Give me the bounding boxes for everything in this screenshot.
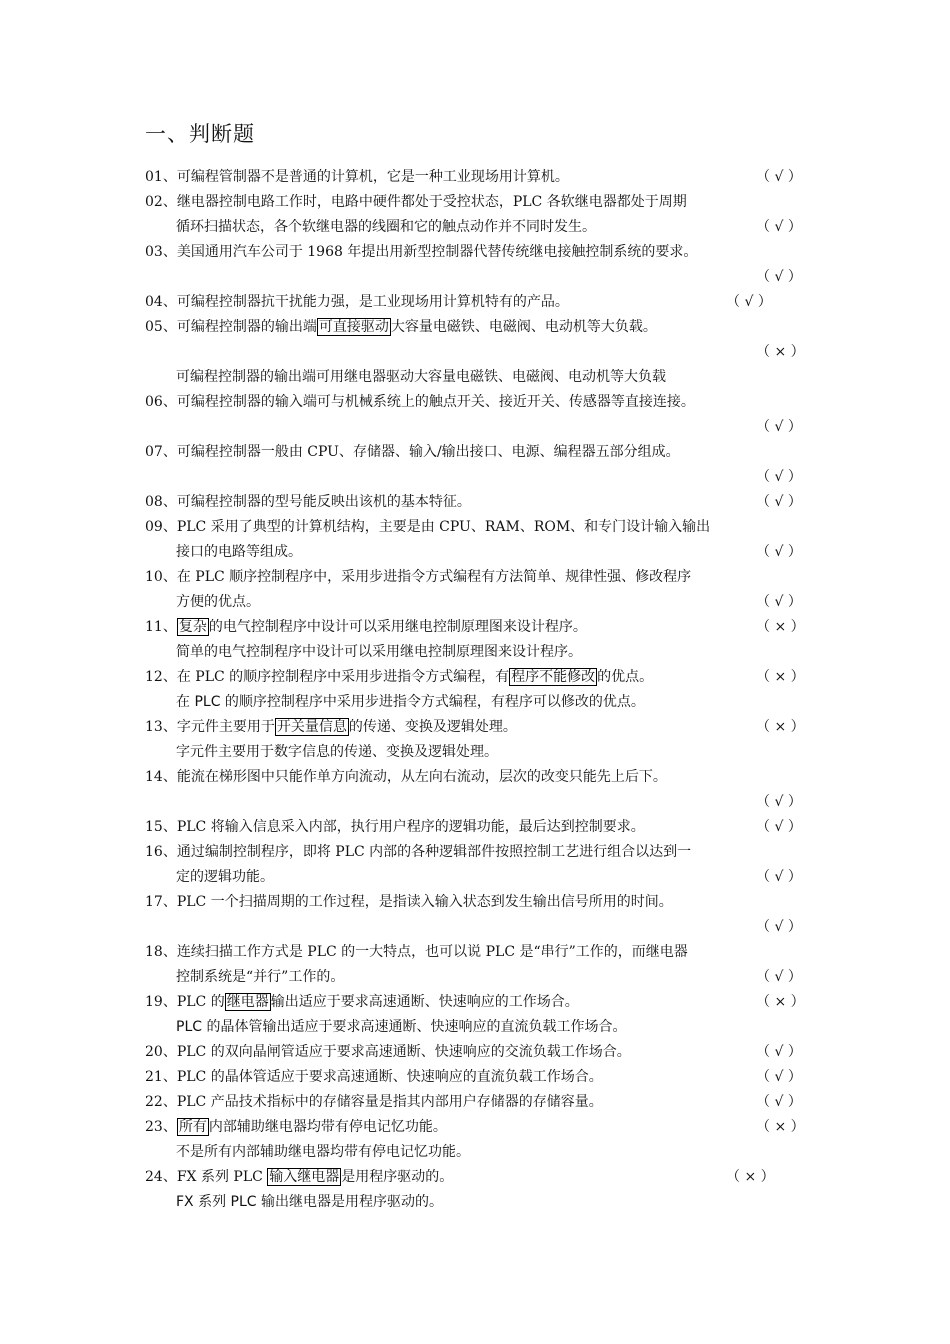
question-text: PLC 采用了典型的计算机结构，主要是由 CPU、RAM、ROM、和专门设计输入输出 — [176, 519, 711, 535]
question-text: 可编程管制器不是普通的计算机，它是一种工业现场用计算机。 — [176, 169, 569, 185]
question-2-line-1 — [145, 190, 687, 215]
question-14-line-1 — [145, 765, 667, 790]
question-number: 01、 — [145, 169, 177, 185]
question-number: 23、 — [145, 1119, 177, 1135]
correction-text: 简单的电气控制程序中设计可以采用继电控制原理图来设计程序。 — [176, 644, 582, 660]
question-text: FX 系列 PLC — [176, 1169, 268, 1185]
answer-mark: （ × ） — [756, 994, 805, 1010]
highlighted-error-phrase: 输入继电器 — [269, 1169, 340, 1185]
answer-mark: （ × ） — [756, 1119, 805, 1135]
highlighted-error-phrase: 所有 — [178, 1119, 207, 1135]
question-text: PLC 将输入信息采入内部，执行用户程序的逻辑功能，最后达到控制要求。 — [176, 819, 645, 835]
question-text: PLC 的 — [176, 994, 225, 1010]
question-text: 美国通用汽车公司于 1968 年提出用新型控制器代替传统继电接触控制系统的要求。 — [176, 244, 698, 260]
question-text: 大容量电磁铁、电磁阀、电动机等大负载。 — [390, 319, 657, 335]
answer-mark: （ √ ） — [756, 1094, 802, 1110]
question-number: 03、 — [145, 244, 177, 260]
question-number: 09、 — [145, 519, 177, 535]
question-text: 在 PLC 的顺序控制程序中采用步进指令方式编程，有 — [176, 669, 510, 685]
question-10-line-2 — [176, 590, 260, 615]
answer-mark: （ √ ） — [756, 469, 802, 485]
highlighted-error-phrase: 程序不能修改 — [511, 669, 596, 685]
question-text: PLC 的晶体管适应于要求高速通断、快速响应的直流负载工作场合。 — [176, 1069, 603, 1085]
question-text: 的优点。 — [597, 669, 654, 685]
question-text: 可编程控制器的型号能反映出该机的基本特征。 — [176, 494, 471, 510]
answer-mark: （ √ ） — [756, 219, 802, 235]
answer-mark: （ √ ） — [756, 969, 802, 985]
question-text: 定的逻辑功能。 — [176, 869, 274, 885]
question-number: 05、 — [145, 319, 177, 335]
answer-mark: （ √ ） — [756, 269, 802, 285]
answer-mark: （ × ） — [756, 619, 805, 635]
question-12-line-1 — [145, 665, 653, 690]
question-number: 14、 — [145, 769, 177, 785]
question-16-line-1 — [145, 840, 691, 865]
question-16-line-2 — [176, 865, 274, 890]
question-text: 字元件主要用于 — [176, 719, 275, 735]
question-9-line-2 — [176, 540, 302, 565]
question-number: 24、 — [145, 1169, 177, 1185]
question-text: 输出适应于要求高速通断、快速响应的工作场合。 — [270, 994, 579, 1010]
question-number: 13、 — [145, 719, 177, 735]
highlighted-error-phrase: 可直接驱动 — [318, 319, 389, 335]
question-22-line-1 — [145, 1090, 603, 1115]
section-heading: 一、判断题 — [145, 122, 255, 146]
question-number: 21、 — [145, 1069, 177, 1085]
question-13-line-1 — [145, 715, 517, 740]
question-4-line-1 — [145, 290, 569, 315]
question-3-line-1 — [145, 240, 697, 265]
question-15-line-1 — [145, 815, 645, 840]
question-text: 是用程序驱动的。 — [341, 1169, 454, 1185]
question-20-line-1 — [145, 1040, 631, 1065]
highlighted-error-phrase: 继电器 — [226, 994, 269, 1010]
highlighted-error-phrase: 复杂 — [178, 619, 207, 635]
question-text: 循环扫描状态，各个软继电器的线圈和它的触点动作并不同时发生。 — [176, 219, 596, 235]
question-text: PLC 的双向晶闸管适应于要求高速通断、快速响应的交流负载工作场合。 — [176, 1044, 631, 1060]
question-text: 可编程控制器一般由 CPU、存储器、输入/输出接口、电源、编程器五部分组成。 — [176, 444, 680, 460]
correction-text: 字元件主要用于数字信息的传递、变换及逻辑处理。 — [176, 744, 498, 760]
question-number: 18、 — [145, 944, 177, 960]
answer-mark: （ × ） — [756, 669, 805, 685]
question-10-line-1 — [145, 565, 691, 590]
question-7-line-1 — [145, 440, 680, 465]
correction-text: 不是所有内部辅助继电器均带有停电记忆功能。 — [176, 1144, 470, 1160]
answer-mark: （ √ ） — [756, 869, 802, 885]
question-18-line-2 — [176, 965, 344, 990]
question-8-line-1 — [145, 490, 471, 515]
question-2-line-2 — [176, 215, 596, 240]
question-number: 02、 — [145, 194, 177, 210]
correction-text: PLC 的晶体管输出适应于要求高速通断、快速响应的直流负载工作场合。 — [176, 1019, 627, 1035]
question-number: 07、 — [145, 444, 177, 460]
answer-mark: （ √ ） — [756, 1069, 802, 1085]
correction-text: 可编程控制器的输出端可用继电器驱动大容量电磁铁、电磁阀、电动机等大负载 — [176, 369, 666, 385]
question-number: 10、 — [145, 569, 177, 585]
question-21-line-1 — [145, 1065, 603, 1090]
question-number: 06、 — [145, 394, 177, 410]
question-number: 22、 — [145, 1094, 177, 1110]
answer-mark: （ × ） — [726, 1169, 775, 1185]
question-17-line-1 — [145, 890, 673, 915]
question-number: 15、 — [145, 819, 177, 835]
question-text: 的电气控制程序中设计可以采用继电控制原理图来设计程序。 — [208, 619, 587, 635]
question-6-line-1 — [145, 390, 695, 415]
question-text: 内部辅助继电器均带有停电记忆功能。 — [208, 1119, 447, 1135]
answer-mark: （ √ ） — [756, 919, 802, 935]
question-23-line-1 — [145, 1115, 447, 1140]
question-text: 接口的电路等组成。 — [176, 544, 302, 560]
answer-mark: （ √ ） — [726, 294, 772, 310]
answer-mark: （ √ ） — [756, 794, 802, 810]
answer-mark: （ √ ） — [756, 494, 802, 510]
question-24-line-1 — [145, 1165, 453, 1190]
answer-mark: （ √ ） — [756, 169, 802, 185]
question-number: 16、 — [145, 844, 177, 860]
question-number: 17、 — [145, 894, 177, 910]
answer-mark: （ √ ） — [756, 1044, 802, 1060]
question-text: 连续扫描工作方式是 PLC 的一大特点，也可以说 PLC 是“串行”工作的，而继电器 — [176, 944, 688, 960]
correction-text: 在 PLC 的顺序控制程序中采用步进指令方式编程，有程序可以修改的优点。 — [176, 694, 645, 710]
question-text: 能流在梯形图中只能作单方向流动，从左向右流动，层次的改变只能先上后下。 — [176, 769, 667, 785]
question-18-line-1 — [145, 940, 688, 965]
answer-mark: （ √ ） — [756, 819, 802, 835]
question-9-line-1 — [145, 515, 710, 540]
question-number: 04、 — [145, 294, 177, 310]
question-text: 可编程控制器的输出端 — [176, 319, 317, 335]
question-5-line-1 — [145, 315, 657, 340]
question-number: 12、 — [145, 669, 177, 685]
question-text: 控制系统是“并行”工作的。 — [176, 969, 345, 985]
correction-text: FX 系列 PLC 输出继电器是用程序驱动的。 — [176, 1194, 444, 1210]
question-text: 方便的优点。 — [176, 594, 260, 610]
question-text: 继电器控制电路工作时，电路中硬件都处于受控状态，PLC 各软继电器都处于周期 — [176, 194, 687, 210]
answer-mark: （ √ ） — [756, 419, 802, 435]
question-text: 可编程控制器抗干扰能力强，是工业现场用计算机特有的产品。 — [176, 294, 569, 310]
question-text: 在 PLC 顺序控制程序中，采用步进指令方式编程有方法简单、规律性强、修改程序 — [176, 569, 692, 585]
answer-mark: （ √ ） — [756, 594, 802, 610]
question-1-line-1 — [145, 165, 569, 190]
question-text: PLC 产品技术指标中的存储容量是指其内部用户存储器的存储容量。 — [176, 1094, 603, 1110]
answer-mark: （ √ ） — [756, 544, 802, 560]
question-number: 11、 — [145, 619, 177, 635]
question-text: 通过编制控制程序，即将 PLC 内部的各种逻辑部件按照控制工艺进行组合以达到一 — [176, 844, 692, 860]
question-text: 可编程控制器的输入端可与机械系统上的触点开关、接近开关、传感器等直接连接。 — [176, 394, 695, 410]
question-text: PLC 一个扫描周期的工作过程，是指读入输入状态到发生输出信号所用的时间。 — [176, 894, 673, 910]
answer-mark: （ × ） — [756, 344, 805, 360]
question-number: 08、 — [145, 494, 177, 510]
question-19-line-1 — [145, 990, 579, 1015]
question-number: 20、 — [145, 1044, 177, 1060]
question-number: 19、 — [145, 994, 177, 1010]
question-text: 的传递、变换及逻辑处理。 — [348, 719, 517, 735]
answer-mark: （ × ） — [756, 719, 805, 735]
highlighted-error-phrase: 开关量信息 — [276, 719, 347, 735]
question-11-line-1 — [145, 615, 587, 640]
